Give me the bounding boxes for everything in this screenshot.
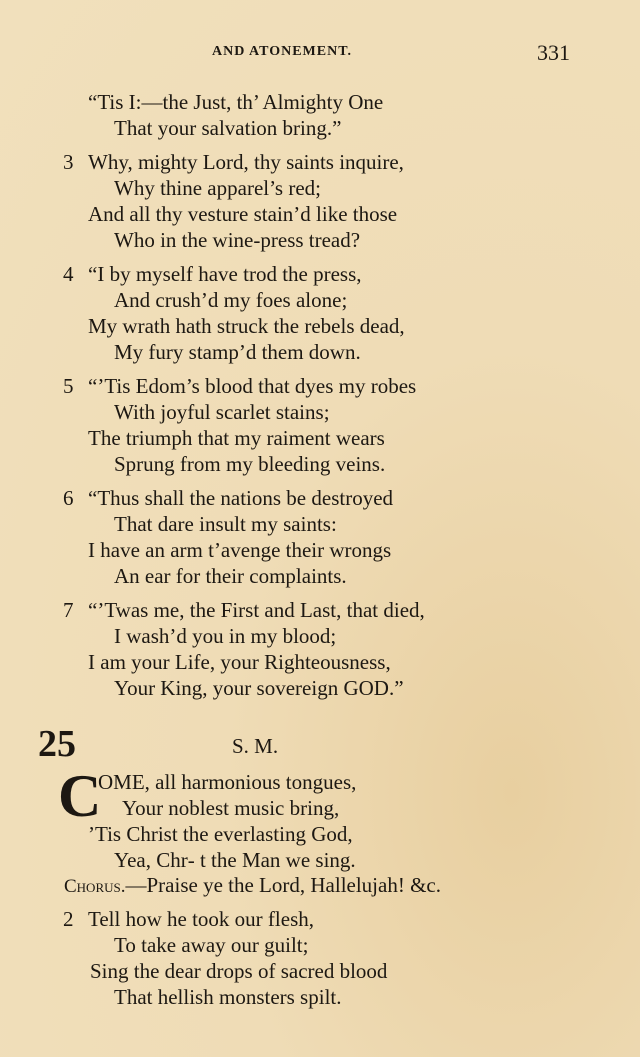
- stanza-number: 6: [63, 486, 74, 510]
- verse-line: My fury stamp’d them down.: [114, 340, 361, 364]
- verse-line: Why, mighty Lord, thy saints inquire,: [88, 150, 404, 174]
- verse-line: An ear for their complaints.: [114, 564, 347, 588]
- verse-line: “Tis I:—the Just, th’ Almighty One: [88, 90, 384, 114]
- verse-line: Your King, your sovereign GOD.”: [114, 676, 404, 700]
- verse-line: “I by myself have trod the press,: [88, 262, 362, 286]
- running-title: AND ATONEMENT.: [212, 44, 353, 59]
- verse-line: I am your Life, your Righteousness,: [88, 650, 391, 674]
- verse-line: Sprung from my bleeding veins.: [114, 452, 386, 476]
- verse-line: That hellish monsters spilt.: [114, 985, 342, 1009]
- verse-line: That your salvation bring.”: [114, 116, 342, 140]
- page-number: 331: [537, 40, 570, 65]
- verse-line: Why thine apparel’s red;: [114, 176, 322, 200]
- verse-line: “’Twas me, the First and Last, that died,: [88, 598, 425, 622]
- verse-line: And all thy vesture stain’d like those: [88, 202, 398, 226]
- verse-line: Who in the wine-press tread?: [114, 228, 361, 252]
- verse-line: Tell how he took our flesh,: [88, 907, 314, 931]
- verse-line: With joyful scarlet stains;: [114, 400, 330, 424]
- verse-line: To take away our guilt;: [114, 933, 309, 957]
- stanza-number: 4: [63, 262, 74, 286]
- stanza-number: 3: [63, 150, 74, 174]
- chorus-label: Chorus.: [64, 876, 126, 897]
- stanza-number: 5: [63, 374, 74, 398]
- verse-line: Your noblest music bring,: [122, 796, 340, 820]
- chorus-line: [64, 872, 441, 900]
- verse-line: That dare insult my saints:: [114, 512, 337, 536]
- verse-line: I wash’d you in my blood;: [114, 624, 337, 648]
- verse-line: And crush’d my foes alone;: [114, 288, 348, 312]
- verse-line: OME, all harmonious tongues,: [98, 770, 357, 794]
- verse-line: ’Tis Christ the everlasting God,: [88, 822, 353, 846]
- verse-line: I have an arm t’avenge their wrongs: [88, 538, 392, 562]
- stanza-number: 7: [63, 598, 74, 622]
- verse-line: “Thus shall the nations be destroyed: [88, 486, 394, 510]
- hymn-meter: S. M.: [232, 734, 279, 758]
- chorus-text: —Praise ye the Lord, Hallelujah! &c.: [125, 873, 441, 897]
- drop-cap: C: [58, 763, 102, 829]
- verse-line: “’Tis Edom’s blood that dyes my robes: [88, 374, 417, 398]
- stanza-number: 2: [63, 907, 74, 931]
- verse-line: Sing the dear drops of sacred blood: [90, 959, 388, 983]
- verse-line: My wrath hath struck the rebels dead,: [88, 314, 405, 338]
- hymn-number: 25: [38, 723, 76, 765]
- verse-line: The triumph that my raiment wears: [88, 426, 385, 450]
- verse-line: Yea, Chr‑ t the Man we sing.: [114, 848, 356, 872]
